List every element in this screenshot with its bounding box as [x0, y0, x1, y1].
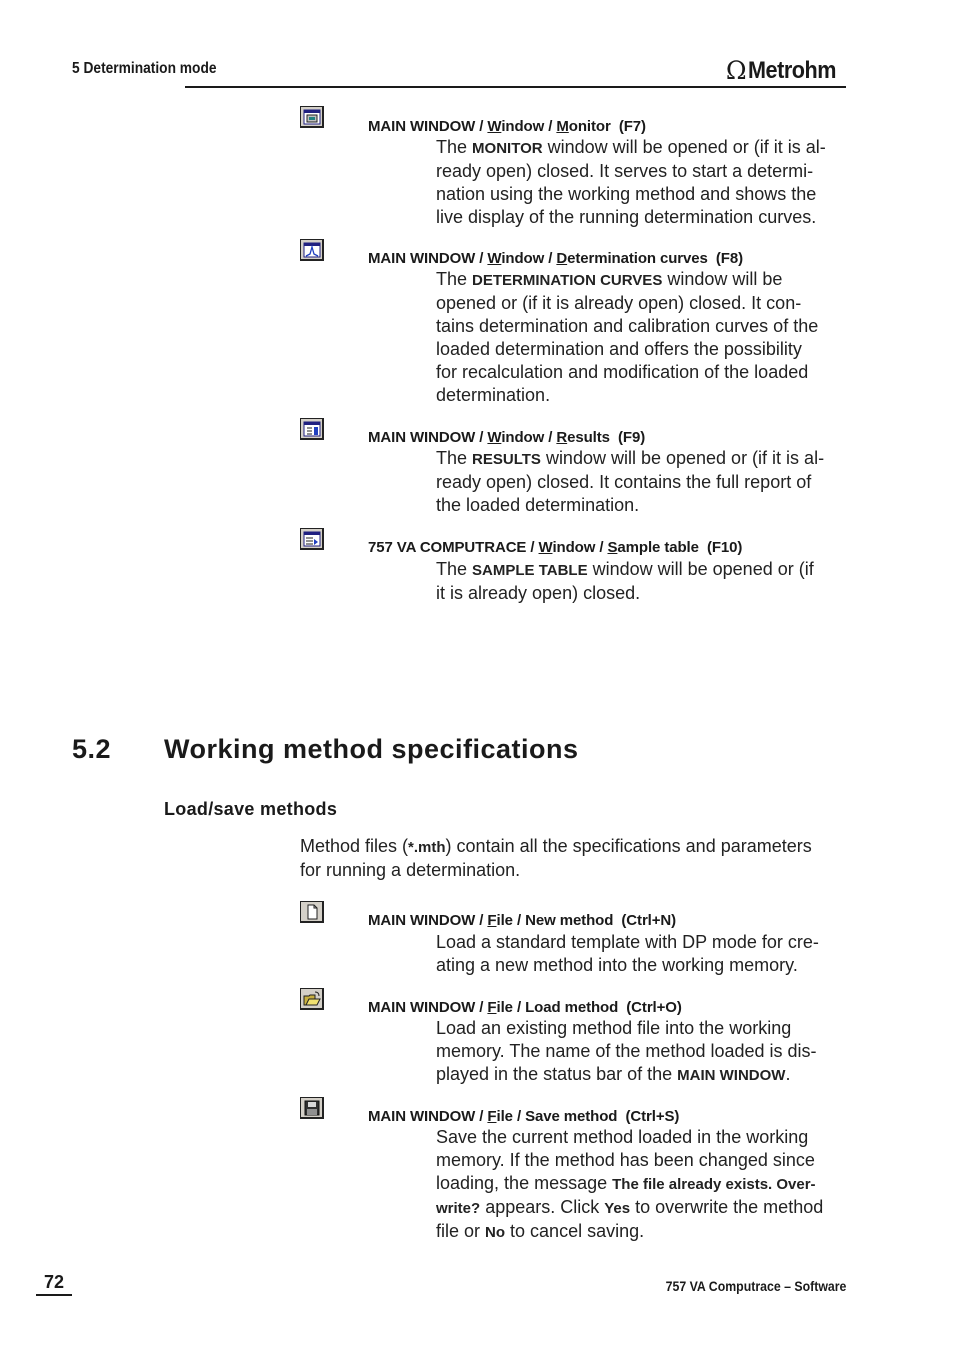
omega-logo-icon: Ω [725, 56, 747, 85]
monitor-command-path: MAIN WINDOW / Window / Monitor (F7) [368, 118, 646, 135]
intro-paragraph: Method files (*.mth) contain all the specifications and parameters for running a determination. [300, 836, 812, 880]
results-window-icon[interactable] [300, 418, 324, 440]
new-file-icon[interactable] [300, 901, 324, 923]
sample-table-description: The SAMPLE TABLE window will be opened or (if it is already open) closed. [436, 559, 814, 603]
determination-curves-description: The DETERMINATION CURVES window will be opened or (if it is already open) closed. It con- tains determination and calibration curves of the loaded determination and offers the possibility for recalculation and modification of the loaded determination. [436, 269, 819, 405]
monitor-description: The MONITOR window will be opened or (if it is al- ready open) closed. It serves to start a determi- nation using the working method and shows the live display of the running determination curves. [436, 137, 826, 227]
page-number: 72 [36, 1269, 72, 1296]
monitor-window-icon[interactable] [300, 106, 324, 128]
determination-curves-command-path: MAIN WINDOW / Window / Determination curves (F8) [368, 250, 744, 267]
results-command-path: MAIN WINDOW / Window / Results (F9) [368, 429, 646, 446]
save-method-description: Save the current method loaded in the working memory. If the method has been changed since loading, the message The file already exists. Over- write? appears. Click Yes to overwrite the method file or No to cancel saving. [436, 1127, 824, 1241]
section-title: Working method specifications [164, 734, 579, 764]
brand-name: Metrohm [748, 56, 837, 84]
header-rule [185, 86, 846, 88]
save-method-command-path: MAIN WINDOW / File / Save method (Ctrl+S) [368, 1108, 680, 1125]
results-description: The RESULTS window will be opened or (if it is al- ready open) closed. It contains the full report of the loaded determination. [436, 448, 825, 515]
section-number: 5.2 [72, 734, 112, 764]
open-folder-icon[interactable] [300, 988, 324, 1010]
new-method-command-path: MAIN WINDOW / File / New method (Ctrl+N) [368, 912, 677, 929]
metrohm-logo [726, 56, 846, 85]
load-method-description: Load an existing method file into the working memory. The name of the method loaded is dis- played in the status bar of the MAIN WINDOW. [436, 1018, 817, 1084]
sample-table-command-path: 757 VA COMPUTRACE / Window / Sample table (F10) [368, 539, 743, 556]
footer-product: 757 VA Computrace – Software [665, 1278, 846, 1294]
floppy-disk-icon[interactable] [300, 1097, 324, 1119]
new-method-description: Load a standard template with DP mode for cre- ating a new method into the working memory. [436, 932, 819, 975]
chapter-title: 5 Determination mode [72, 60, 217, 77]
subheading: Load/save methods [164, 799, 338, 819]
load-method-command-path: MAIN WINDOW / File / Load method (Ctrl+O) [368, 999, 682, 1016]
determination-curves-icon[interactable] [300, 239, 324, 261]
sample-table-icon[interactable] [300, 528, 324, 550]
